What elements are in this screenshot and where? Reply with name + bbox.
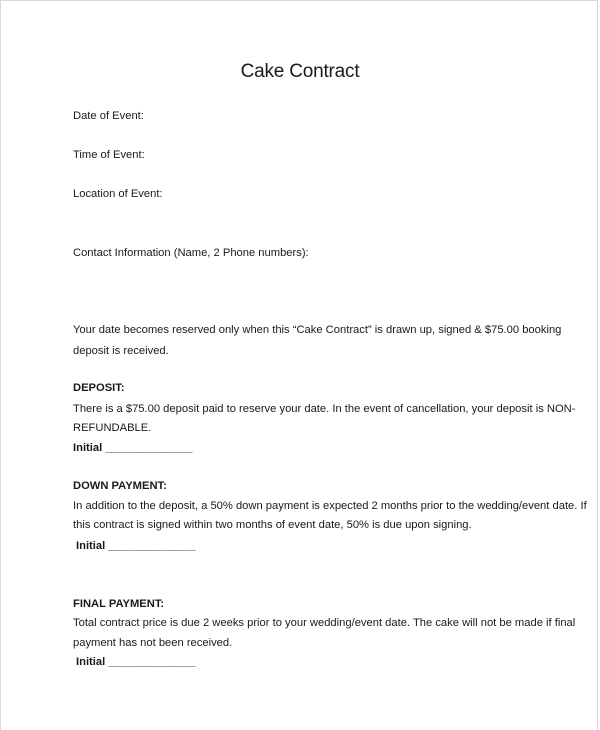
final-payment-text-line-1: Total contract price is due 2 weeks prior to your wedding/event date. The cake will not be made if final [73, 617, 576, 629]
intro-text-line-2: deposit is received. [73, 345, 169, 357]
deposit-initial-line[interactable]: Initial ______________ [73, 442, 193, 454]
down-payment-text-line-1: In addition to the deposit, a 50% down payment is expected 2 months prior to the wedding/event date. If [73, 500, 587, 512]
page-title: Cake Contract [240, 61, 360, 82]
deposit-text-line-1: There is a $75.00 deposit paid to reserve your date. In the event of cancellation, your deposit is NON- [73, 403, 576, 415]
final-payment-text-line-2: payment has not been received. [73, 637, 233, 649]
final-payment-initial-line[interactable]: Initial ______________ [76, 656, 196, 668]
down-payment-heading: DOWN PAYMENT: [73, 480, 167, 492]
field-date-of-event: Date of Event: [73, 110, 144, 122]
field-location-of-event: Location of Event: [73, 188, 163, 200]
field-contact-information: Contact Information (Name, 2 Phone numbers): [73, 247, 309, 259]
field-time-of-event: Time of Event: [73, 149, 145, 161]
down-payment-text-line-2: this contract is signed within two months of event date, 50% is due upon signing. [73, 519, 472, 531]
deposit-text-line-2: REFUNDABLE. [73, 422, 152, 434]
down-payment-initial-line[interactable]: Initial ______________ [76, 540, 196, 552]
intro-text-line-1: Your date becomes reserved only when this “Cake Contract” is drawn up, signed & $75.00 booking [73, 324, 562, 336]
deposit-heading: DEPOSIT: [73, 382, 125, 394]
final-payment-heading: FINAL PAYMENT: [73, 598, 165, 610]
